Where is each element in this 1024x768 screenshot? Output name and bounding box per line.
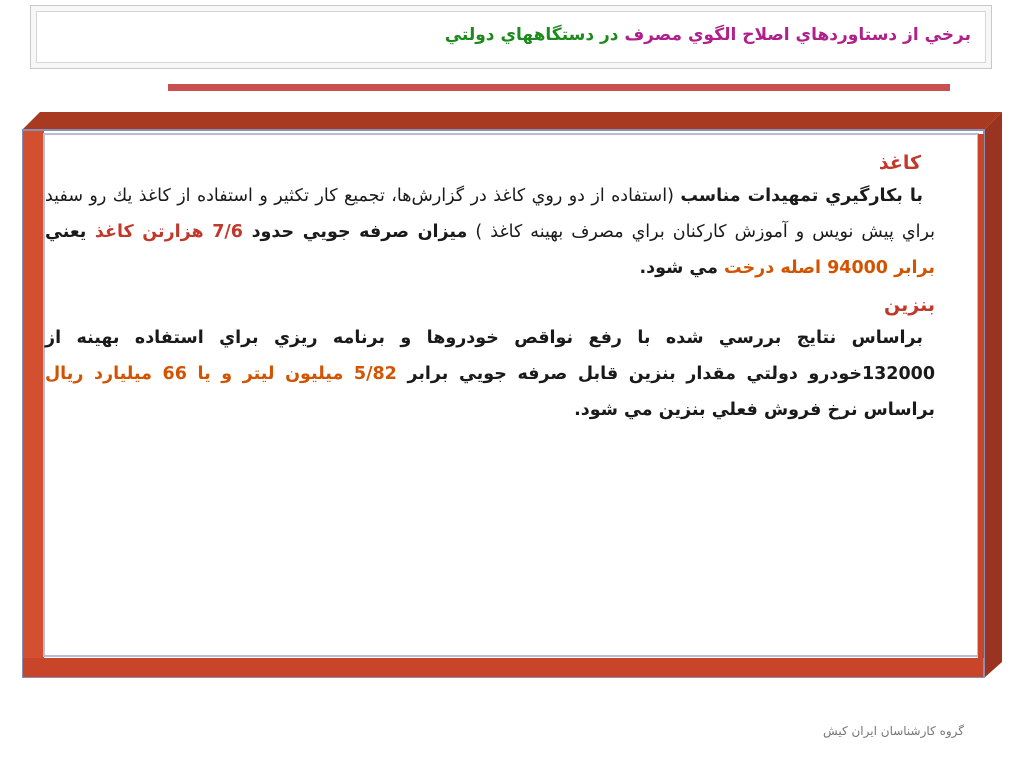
slide-title-part2: در دستگاههاي دولتي <box>444 25 619 45</box>
slide-title-part1: برخي از دستاوردهاي اصلاح الگوي مصرف <box>624 25 971 45</box>
section-heading-paper: كاغذ <box>878 152 921 174</box>
paper-text-bold3: يعني <box>45 222 95 242</box>
paper-text-bold1: با بكارگيري تمهيدات مناسب <box>680 186 923 206</box>
paragraph-fuel <box>45 320 935 428</box>
slide-content <box>45 138 935 658</box>
section-heading-fuel: بنزين <box>884 294 935 316</box>
paper-text-bold4: مي شود. <box>639 258 725 278</box>
paragraph-paper <box>45 178 935 286</box>
paper-highlight-2: برابر 94000 اصله درخت <box>724 258 935 278</box>
paper-text-bold2: ميزان صرفه جويي حدود <box>251 222 468 242</box>
title-underline-rule <box>168 84 950 91</box>
slide-title <box>445 25 971 45</box>
paper-text-1: (استفاده از دو روي كاغذ در گزارش‌ها، تجميع كار تكثير و استفاده از كاغذ يك رو سفيد براي پيش نويس و آموزش كاركنان براي مصرف بهينه كاغذ ) <box>45 186 936 242</box>
title-box <box>30 5 992 69</box>
footer-credit: گروه كارشناسان ايران كيش <box>823 724 964 738</box>
title-inner-frame <box>36 11 986 63</box>
fuel-highlight-1: 5/82 ميليون ليتر و يا 66 ميليارد ريال <box>45 364 397 384</box>
fuel-text-1: براساس نتايج بررسي شده با رفع نواقص خودروها و برنامه ريزي براي استفاده بهينه از 132000خودرو دولتي مقدار بنزين قابل صرفه جويي برابر <box>45 328 935 384</box>
paper-highlight-1: 7/6 هزارتن كاغذ <box>94 222 252 242</box>
fuel-text-2: براساس نرخ فروش فعلي بنزين مي شود. <box>574 400 935 420</box>
